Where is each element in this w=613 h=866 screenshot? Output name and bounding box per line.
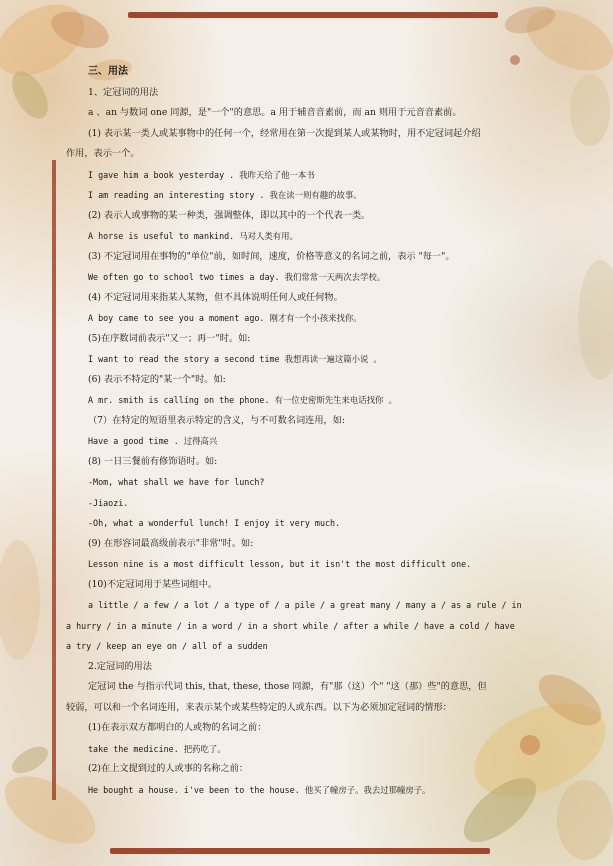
left-decorative-bar [52,160,56,800]
rule-1: (1) 表示某一类人或某事物中的任何一个，经常用在第一次提到某人或某物时，用不定冠词起介绍 [88,127,481,139]
phrase-list-line: a try / keep an eye on / all of a sudden [66,641,268,651]
example-line: A boy came to see you a moment ago. 刚才有一个小孩来找你。 [88,313,362,323]
example-line: I gave him a book yesterday . 我昨天给了他一本书 [88,169,315,180]
rule-4: (4) 不定冠词用来指某人某物，但不具体说明任何人或任何物。 [88,291,343,303]
rule-def-2: (2)在上文提到过的人或事的名称之前： [88,763,249,774]
rule-9: (9) 在形容词最高级前表示"非常"时。如: [88,537,254,549]
example-line: He bought a house. i've been to the house. 他买了幢房子。我去过那幢房子。 [88,784,431,795]
flower-left-middle-decoration [0,500,60,700]
example-line: A horse is useful to mankind. 马对人类有用。 [88,231,298,241]
flower-right-middle-decoration [560,220,613,420]
rule-2: (2) 表示人或事物的某一种类，强调整体，即以其中的一个代表一类。 [88,209,371,221]
rule-8: (8) 一日三餐前有修饰语时。如: [88,455,218,467]
example-line: Lesson nine is a most difficult lesson, but it isn't the most difficult one. [88,559,472,569]
section-title: 三、用法 [88,66,128,77]
example-line: A mr. smith is calling on the phone. 有一位史密斯先生来电话找你 。 [88,395,397,405]
phrase-list-line: a little / a few / a lot / a type of / a pile / a great many / many a / as a rule / in [88,600,522,610]
example-line: -Jiaozi. [88,497,129,508]
rule-1-continued: 作用，表示一个。 [66,148,140,159]
example-line: Have a good time . 过得高兴 [88,436,218,446]
example-line: I am reading an interesting story . 我在读一则有趣的故事。 [88,190,362,200]
example-line: -Oh, what a wonderful lunch! I enjoy it very much. [88,518,341,528]
rule-5: (5)在序数词前表示"又一；再一"时。如: [88,332,251,344]
rule-10: (10)不定冠词用于某些词组中。 [88,578,218,590]
example-line: take the medicine. 把药吃了。 [88,743,226,754]
example-line: -Mom, what shall we have for lunch? [88,477,265,487]
top-decorative-bar [128,12,498,18]
rule-3: (3) 不定冠词用在事物的"单位"前，如时间，速度，价格等意义的名词之前，表示 "每一"。 [88,250,455,262]
document-body [66,62,550,800]
paragraph-line: 较弱，可以和一个名词连用，来表示某个或某些特定的人或东西。以下为必须加定冠词的情形： [66,701,452,713]
bottom-decorative-bar [110,848,490,854]
phrase-list-line: a hurry / in a minute / in a word / in a short while / after a while / have a cold / have [66,620,515,631]
rule-7: （7）在特定的短语里表示特定的含义，与不可数名词连用，如: [88,414,346,426]
subheading-definite-article: 2.定冠词的用法 [88,660,152,672]
example-line: We often go to school two times a day. 我们常常一天两次去学校。 [88,272,386,282]
subheading-indefinite-article: 1、定冠词的用法 [88,86,159,98]
example-line: I want to read the story a second time 我想再读一遍这篇小说 。 [88,354,382,364]
rule-def-1: (1)在表示双方都明白的人或物的名词之前： [88,722,267,733]
paragraph-line: a 、an 与数词 one 同源，是"一个"的意思。a 用于辅音音素前，而 an 则用于元音音素前。 [88,107,462,118]
paragraph-line: 定冠词 the 与指示代词 this, that, these, those 同源，有"那（这）个" "这（那）些"的意思，但 [88,681,487,692]
rule-6: (6) 表示不特定的"某一个"时。如: [88,373,226,385]
